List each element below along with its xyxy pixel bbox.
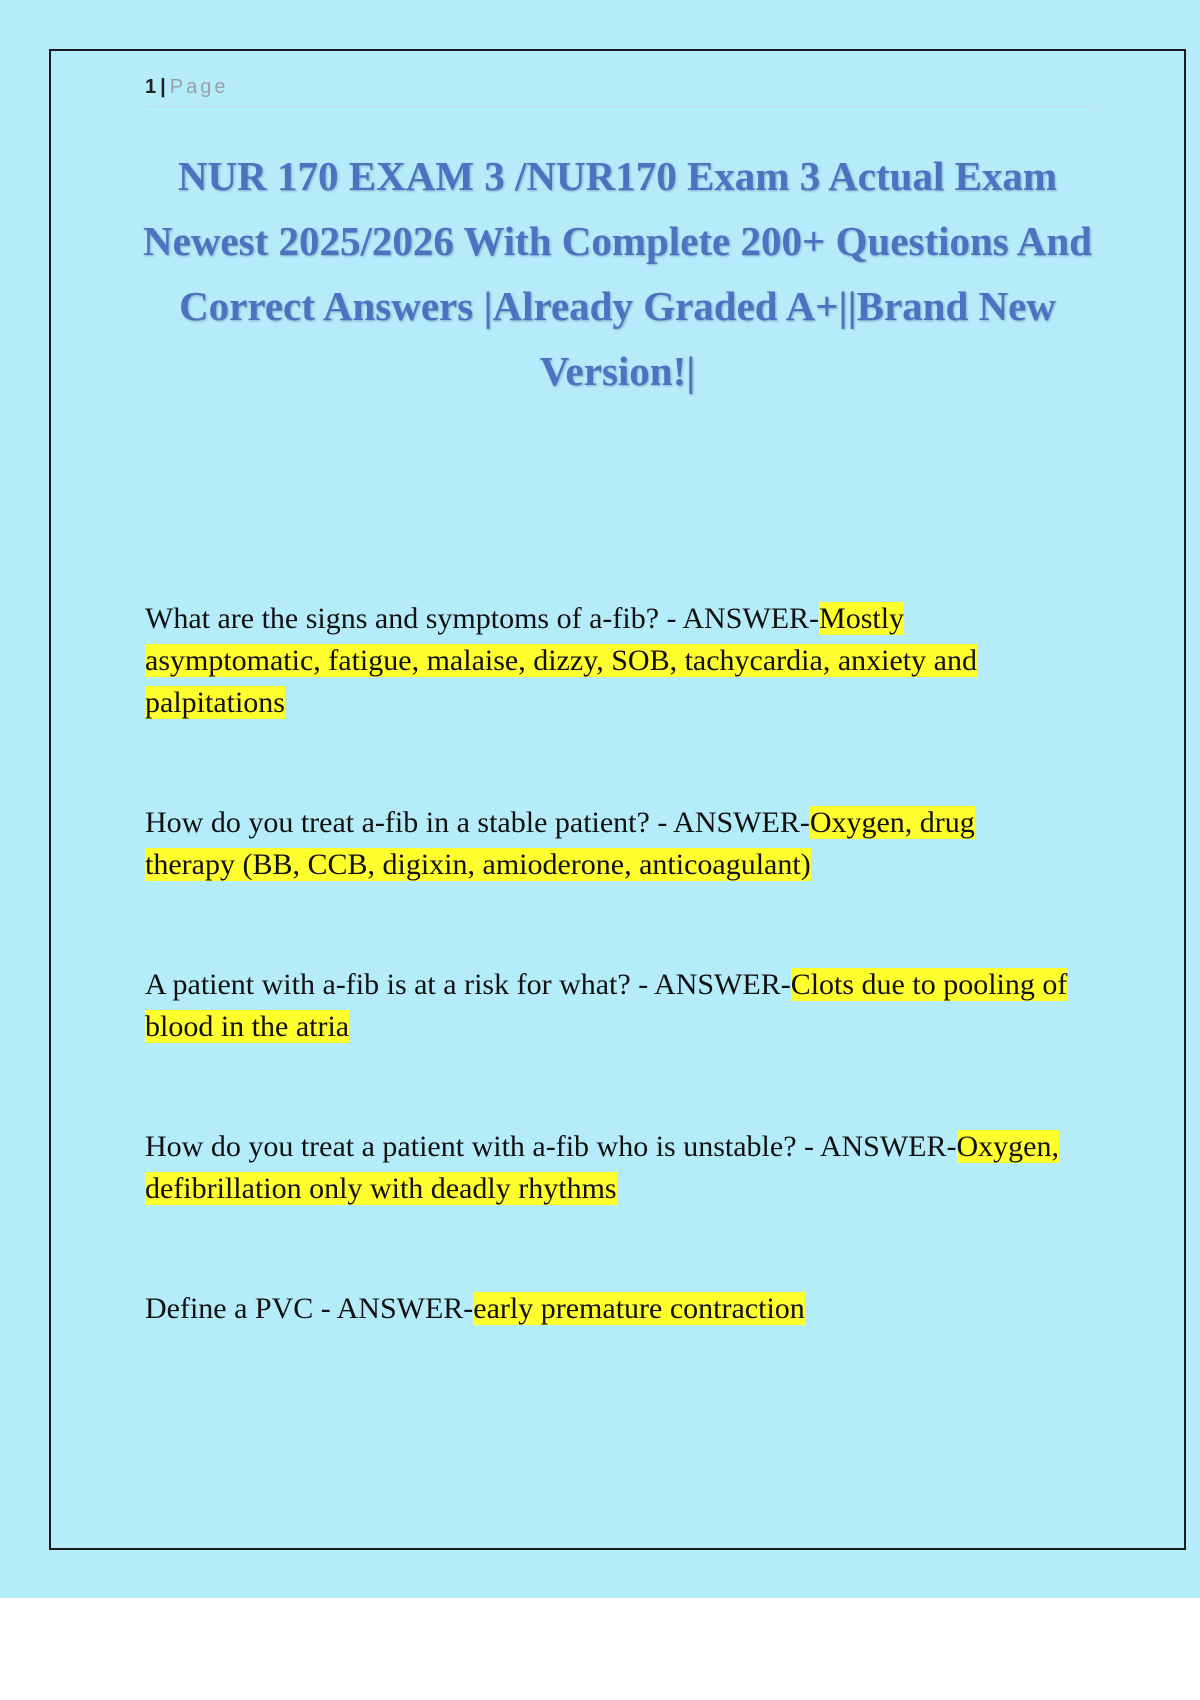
qa-item [145,1126,1070,1210]
page-separator: | [160,76,166,98]
document-title: NUR 170 EXAM 3 /NUR170 Exam 3 Actual Exam Newest 2025/2026 With Complete 200+ Questions And Correct Answers |Already Graded A+||Brand New Version!| [143,153,1092,394]
answer-highlight: Oxygen, defibrillation only with deadly rhythms [145,1130,1059,1205]
question-text: A patient with a-fib is at a risk for what? - ANSWER- [145,968,791,1001]
answer-highlight: early premature contraction [473,1292,805,1325]
qa-item [145,964,1070,1048]
page-label: Page [169,76,229,98]
question-text: How do you treat a patient with a-fib who is unstable? - ANSWER- [145,1130,957,1163]
qa-item [145,598,1070,724]
question-text: Define a PVC - ANSWER- [145,1292,474,1325]
answer-highlight: Oxygen, drug therapy (BB, CCB, digixin, amioderone, anticoagulant) [145,806,975,881]
answer-highlight: Mostly asymptomatic, fatigue, malaise, dizzy, SOB, tachycardia, anxiety and palpitations [145,602,977,719]
question-text: What are the signs and symptoms of a-fib? - ANSWER- [145,602,820,635]
page-header [145,74,1092,107]
qa-item [145,1288,1070,1330]
qa-item [145,802,1070,886]
question-text: How do you treat a-fib in a stable patient? - ANSWER- [145,806,810,839]
page-number: 1 [145,76,157,98]
answer-highlight: Clots due to pooling of blood in the atria [145,968,1068,1043]
